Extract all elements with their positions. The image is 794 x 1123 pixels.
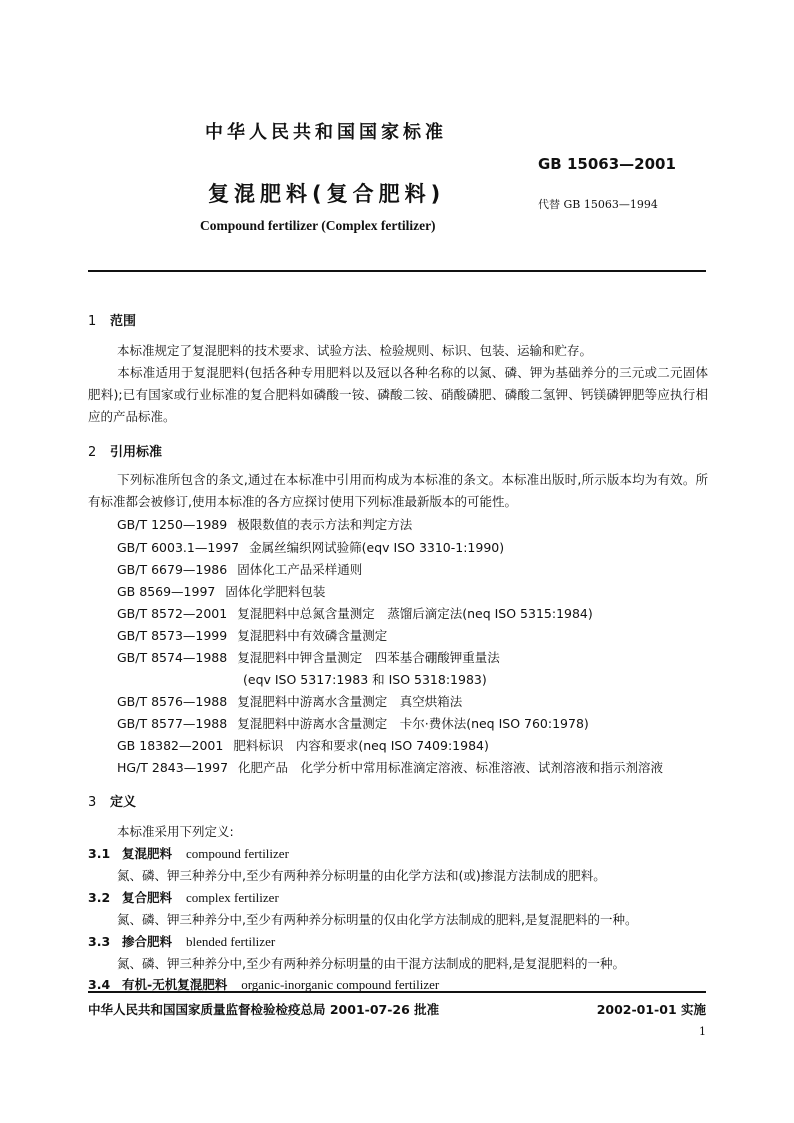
- reference-title: 金属丝编织网试验筛(eqv ISO 3310-1:1990): [249, 540, 505, 555]
- reference-code: GB/T 8576—1988: [117, 694, 228, 709]
- reference-code: GB/T 6003.1—1997: [117, 540, 240, 555]
- definition-heading: [88, 888, 279, 906]
- definition-term-en: blended fertilizer: [186, 934, 276, 949]
- reference-item: [117, 692, 462, 710]
- definition-heading: [88, 844, 289, 862]
- definition-body: 氮、磷、钾三种养分中,至少有两种养分标明量的由化学方法和(或)掺混方法制成的肥料。: [117, 868, 606, 883]
- section-2-title: 引用标准: [110, 445, 163, 460]
- section-1-p1-text: 本标准规定了复混肥料的技术要求、试验方法、检验规则、标识、包装、运输和贮存。: [117, 343, 593, 358]
- definition-term-zh: 有机-无机复混肥料: [122, 977, 228, 992]
- reference-code: GB 8569—1997: [117, 584, 216, 599]
- reference-item: [117, 538, 504, 556]
- reference-item: [117, 758, 663, 776]
- section-3-intro: 本标准采用下列定义:: [117, 824, 234, 839]
- section-3-number: 3: [88, 795, 97, 810]
- reference-title: 肥料标识 内容和要求(neq ISO 7409:1984): [233, 738, 489, 753]
- section-2-heading: [88, 441, 162, 460]
- reference-item: [117, 714, 589, 732]
- reference-item: [117, 736, 489, 754]
- reference-code: GB/T 1250—1989: [117, 517, 228, 532]
- definition-term-zh: 复合肥料: [122, 890, 173, 905]
- definition-term-zh: 复混肥料: [122, 846, 173, 861]
- section-1-p2-text: 本标准适用于复混肥料(包括各种专用肥料以及冠以各种名称的以氮、磷、钾为基础养分的三元或二元固体肥料);已有国家或行业标准的复合肥料如磷酸一铵、磷酸二铵、硝酸磷肥、磷酸二氢钾、钙镁磷钾肥等应执行相应的产品标准。: [88, 365, 708, 424]
- section-2-intro: [88, 469, 708, 513]
- reference-title: 复混肥料中游离水含量测定 真空烘箱法: [237, 694, 463, 709]
- section-1-paragraph-2: [88, 362, 708, 428]
- reference-title: 固体化工产品采样通则: [237, 562, 363, 577]
- reference-item: [117, 604, 593, 622]
- reference-code: GB/T 6679—1986: [117, 562, 228, 577]
- definition-term-en: compound fertilizer: [186, 846, 289, 861]
- definition-number: 3.3: [88, 934, 111, 949]
- reference-code: GB/T 8572—2001: [117, 606, 228, 621]
- definition-heading: [88, 932, 275, 950]
- section-1-number: 1: [88, 314, 97, 329]
- national-standard-heading: 中华人民共和国国家标准: [205, 122, 447, 143]
- section-1-paragraph-1: [88, 340, 708, 362]
- definition-term-en: complex fertilizer: [186, 890, 279, 905]
- reference-code: GB/T 8577—1988: [117, 716, 228, 731]
- definition-term-en: organic-inorganic compound fertilizer: [241, 977, 440, 992]
- reference-code: GB/T 8573—1999: [117, 628, 228, 643]
- reference-item: [117, 515, 412, 533]
- section-2-number: 2: [88, 445, 97, 460]
- reference-title: 复混肥料中钾含量测定 四苯基合硼酸钾重量法: [237, 650, 500, 665]
- section-1-heading: [88, 310, 136, 329]
- definition-number: 3.4: [88, 977, 111, 992]
- footer-divider: [88, 991, 706, 993]
- definition-term-zh: 掺合肥料: [122, 934, 173, 949]
- page-number: 1: [699, 1025, 706, 1038]
- section-2-intro-text: 下列标准所包含的条文,通过在本标准中引用而构成为本标准的条文。本标准出版时,所示版本均为有效。所有标准都会被修订,使用本标准的各方应探讨使用下列标准最新版本的可能性。: [88, 472, 708, 509]
- reference-item: [117, 626, 387, 644]
- approval-line: 中华人民共和国国家质量监督检验检疫总局 2001-07-26 批准: [88, 1002, 440, 1017]
- reference-title: 复混肥料中游离水含量测定 卡尔·费休法(neq ISO 760:1978): [237, 716, 589, 731]
- reference-title: 化肥产品 化学分析中常用标准滴定溶液、标准溶液、试剂溶液和指示剂溶液: [238, 760, 664, 775]
- document-title: 复混肥料(复合肥料): [208, 182, 446, 206]
- replaces-standard: 代替 GB 15063—1994: [538, 198, 658, 211]
- section-3-title: 定义: [110, 795, 137, 810]
- standard-code: GB 15063—2001: [538, 155, 676, 173]
- english-title: Compound fertilizer (Complex fertilizer): [200, 218, 436, 233]
- reference-continuation: (eqv ISO 5317:1983 和 ISO 5318:1983): [243, 672, 487, 687]
- reference-item: [117, 582, 325, 600]
- definition-body: 氮、磷、钾三种养分中,至少有两种养分标明量的由干混方法制成的肥料,是复混肥料的一种。: [117, 956, 625, 971]
- reference-code: GB 18382—2001: [117, 738, 224, 753]
- reference-title: 复混肥料中有效磷含量测定: [237, 628, 388, 643]
- section-1-title: 范围: [110, 314, 137, 329]
- reference-title: 复混肥料中总氮含量测定 蒸馏后滴定法(neq ISO 5315:1984): [237, 606, 593, 621]
- section-3-heading: [88, 791, 136, 810]
- reference-title: 极限数值的表示方法和判定方法: [237, 517, 413, 532]
- reference-item: [117, 648, 500, 666]
- reference-code: HG/T 2843—1997: [117, 760, 229, 775]
- reference-item: [117, 560, 362, 578]
- definition-number: 3.2: [88, 890, 111, 905]
- reference-title: 固体化学肥料包装: [225, 584, 326, 599]
- header-divider: [88, 270, 706, 272]
- effective-date: 2002-01-01 实施: [596, 1002, 706, 1017]
- reference-code: GB/T 8574—1988: [117, 650, 228, 665]
- definition-number: 3.1: [88, 846, 111, 861]
- definition-body: 氮、磷、钾三种养分中,至少有两种养分标明量的仅由化学方法制成的肥料,是复混肥料的一种。: [117, 912, 638, 927]
